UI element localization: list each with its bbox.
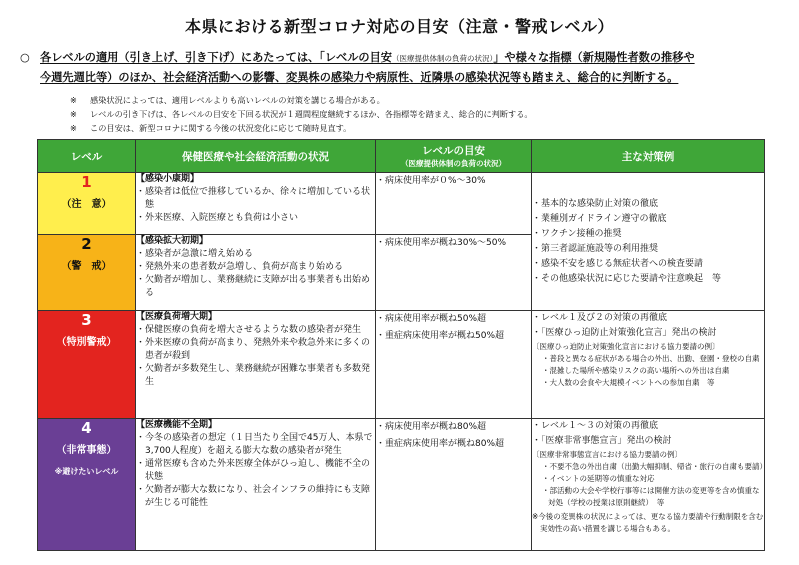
target-cell: ・病床使用率が０%～30% — [376, 173, 532, 235]
circle-bullet-icon: ○ — [20, 51, 30, 64]
lead-line-2: 今週先週比等）のほか、社会経済活動への影響、変異株の感染力や病原性、近隣県の感染状況等も踏まえ、総合的に判断する。 — [40, 71, 679, 84]
note-item: ※ 感染状況によっては、適用レベルよりも高いレベルの対策を講じる場合がある。 — [70, 95, 385, 105]
target-cell: ・病床使用率が概ね80%超 ・重症病床使用率が概ね80%超 — [376, 419, 532, 551]
target-cell: ・病床使用率が概ね30%～50% — [376, 235, 532, 311]
lead-paragraph — [20, 48, 760, 87]
lead-line-1: 各レベルの適用（引き上げ、引き下げ）にあたっては、「レベルの目安（医療提供体制の負荷の状況）」や様々な指標（新規陽性者数の推移や — [40, 51, 695, 64]
actions-cell-level-3: ・レベル１及び２の対策の再徹底 ・「医療ひっ迫防止対策強化宣言」発出の検討 〔医療ひっ迫防止対策強化宣言における協力要請の例〕 ・普段と異なる症状がある場合の外出、出勤、登園・登校の自粛 ・混雑した場所や感染リスクの高い場所への外出は自粛 ・大人数の会食や大規模イベントへの参加自粛 等 — [532, 311, 765, 419]
header-target: レベルの目安 （医療提供体制の負荷の状況） — [376, 140, 532, 173]
notes-list — [70, 93, 533, 135]
header-level: レベル — [38, 140, 136, 173]
level-4-cell: 4 （非常事態） ※避けたいレベル — [38, 419, 136, 551]
note-item: ※ この目安は、新型コロナに関する今後の状況変化に応じて随時見直す。 — [70, 123, 352, 133]
actions-cell-level-1-2: ・基本的な感染防止対策の徹底 ・業種別ガイドライン遵守の徹底 ・ワクチン接種の推奨 ・第三者認証施設等の利用推奨 ・感染不安を感じる無症状者への検査要請 ・その他感染状況に応じた要請や注意喚起 等 — [532, 173, 765, 311]
note-item: ※ レベルの引き下げは、各レベルの目安を下回る状況が１週間程度継続するほか、各指標等を踏まえ、総合的に判断する。 — [70, 109, 533, 119]
table-header-row — [38, 140, 765, 173]
level-2-cell: 2 （警 戒） — [38, 235, 136, 311]
level-1-cell: 1 （注 意） — [38, 173, 136, 235]
page-title: 本県における新型コロナ対応の目安（注意・警戒レベル） — [184, 17, 614, 36]
actions-cell-level-4: ・レベル１～３の対策の再徹底 ・「医療非常事態宣言」発出の検討 〔医療非常事態宣言における協力要請の例〕 ・不要不急の外出自粛（出勤大幅抑制、帰省・旅行の自粛も要請） ・イベントの延期等の慎重な対応 ・部活動の大会や学校行事等には開催方法の変更等を含め慎重な対処（学校の授業は原則継続） 等 ※今後の変異株の状況によっては、更なる協力要請や行動制限を含む実効性の高い措置を講じる場合もある。 — [532, 419, 765, 551]
table-row — [38, 419, 765, 551]
level-table — [37, 139, 765, 551]
target-cell: ・病床使用率が概ね50%超 ・重症病床使用率が概ね50%超 — [376, 311, 532, 419]
table-row — [38, 311, 765, 419]
situation-cell: 【感染小康期】 ・感染者は低位で推移しているか、徐々に増加している状態 ・外来医療、入院医療とも負荷は小さい — [136, 173, 376, 235]
situation-cell: 【感染拡大初期】 ・感染者が急激に増え始める ・発熱外来の患者数が急増し、負荷が高まり始める ・欠勤者が増加し、業務継続に支障が出る事業者も出始める — [136, 235, 376, 311]
situation-cell: 【医療負荷増大期】 ・保健医療の負荷を増大させるような数の感染者が発生 ・外来医療の負荷が高まり、発熱外来や救急外来に多くの患者が殺到 ・欠勤者が多数発生し、業務継続が困難な事業者も多数発生 — [136, 311, 376, 419]
header-actions: 主な対策例 — [532, 140, 765, 173]
table-row — [38, 173, 765, 235]
level-3-cell: 3 （特別警戒） — [38, 311, 136, 419]
situation-cell: 【医療機能不全期】 ・今冬の感染者の想定（１日当たり全国で45万人、本県で3,700人程度）を超える膨大な数の感染者が発生 ・通常医療も含めた外来医療全体がひっ迫し、機能不全の状態 ・欠勤者が膨大な数になり、社会インフラの維持にも支障が生じる可能性 — [136, 419, 376, 551]
header-situation: 保健医療や社会経済活動の状況 — [136, 140, 376, 173]
